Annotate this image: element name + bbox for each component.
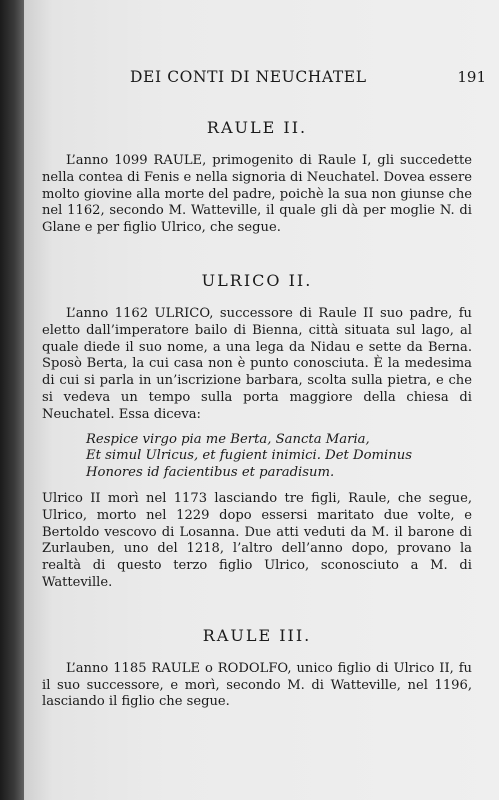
running-head: [42, 56, 486, 90]
page-number: 191: [457, 68, 486, 86]
paragraph-raule-ii: L’anno 1099 RAULE, primogenito di Raule I, gli succedette nella contea di Fenis e nella signoria di Neuchatel. Dovea essere molto giovine alla morte del padre, poichè la sua non giunse che nel 1162, secondo M. Watteville, il quale gli dà per moglie N. di Glane e per figlio Ulrico, che segue.: [42, 153, 472, 236]
binding-shadow: [0, 0, 26, 800]
book-page: [24, 0, 499, 800]
section-title-raule-ii: RAULE II.: [206, 118, 308, 137]
running-title: DEI CONTI DI NEUCHATEL: [130, 68, 367, 86]
page-content: [42, 56, 486, 711]
verse-line: Et simul Ulricus, et fugient inimici. Det Dominus: [86, 448, 413, 464]
verse-line: Respice virgo pia me Berta, Sancta Maria,: [86, 431, 370, 447]
verse-line: Honores id facientibus et paradisum.: [86, 464, 335, 480]
section-title-ulrico-ii: ULRICO II.: [201, 270, 313, 290]
paragraph-ulrico-ii: L’anno 1162 ULRICO, successore di Raule II suo padre, fu eletto dall’imperatore bailo di Bienna, città situata sul lago, al quale diede il suo nome, a una lega da Nidau e sette da Berna. Sposò Berta, la cui casa non è punto conosciuta. È la medesima di cui si parla in un’iscrizione barbara, scolta sulla pietra, e che si vedeva un tempo sulla porta maggiore della chiesa di Neuchatel. Essa diceva:: [42, 305, 472, 422]
section-title-raule-iii: RAULE III.: [202, 625, 312, 645]
paragraph-ulrico-ii-closing: Ulrico II morì nel 1173 lasciando tre figli, Raule, che segue, Ulrico, morto nel 1229 dopo essersi maritato due volte, e Bertoldo vescovo di Losanna. Due atti veduti da M. il barone di Zurlauben, uno del 1218, l’altro dell’anno dopo, provano la realtà di questo terzo figlio Ulrico, sconosciuto a M. di Watteville.: [42, 491, 472, 591]
paragraph-raule-iii: L’anno 1185 RAULE o RODOLFO, unico figlio di Ulrico II, fu il suo successore, e morì, secondo M. di Watteville, nel 1196, lasciando il figlio che segue.: [42, 660, 472, 710]
latin-inscription: [86, 432, 472, 482]
